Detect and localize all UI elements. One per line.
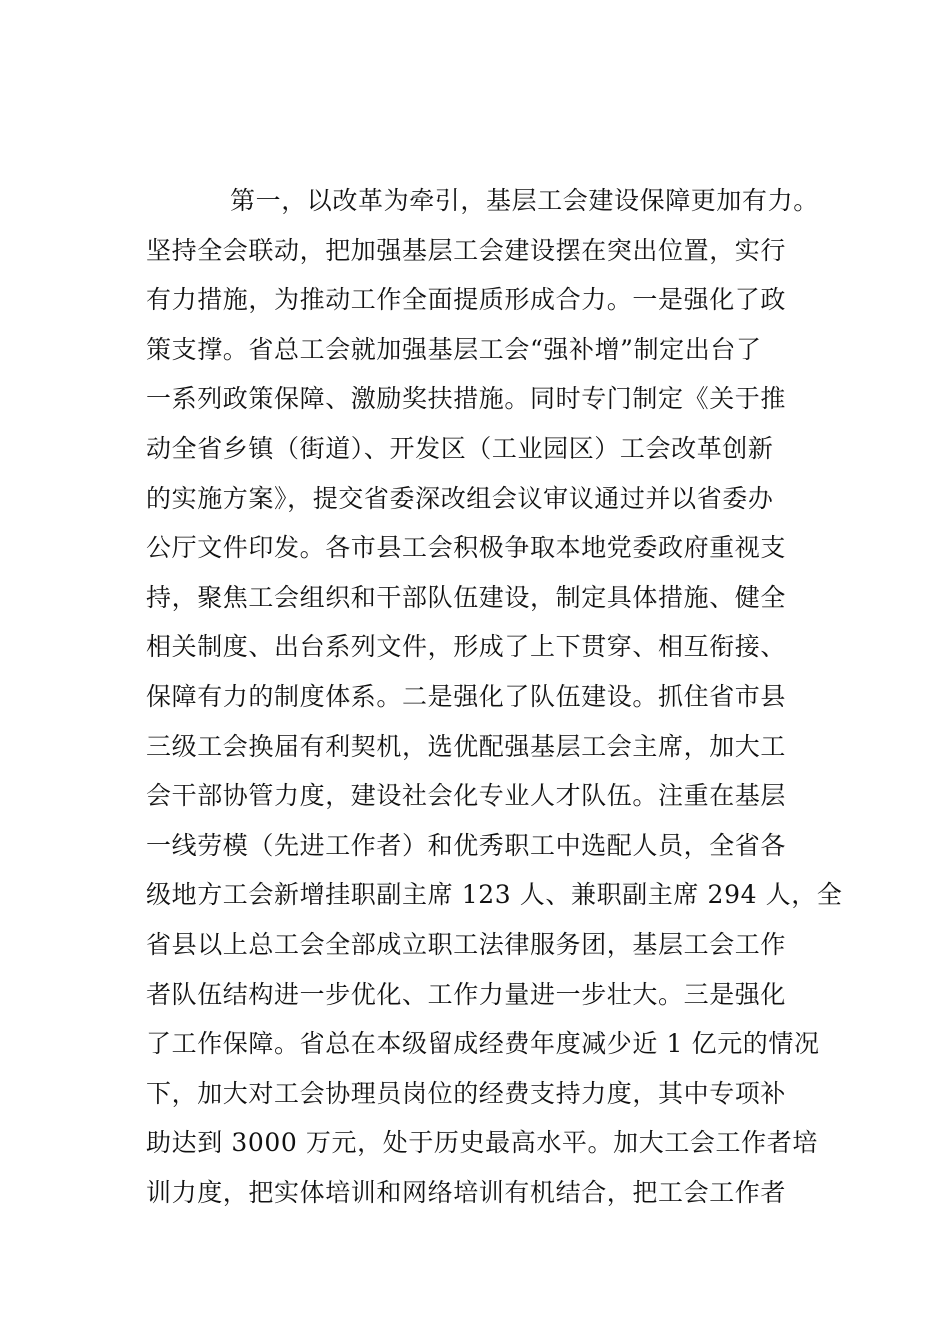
text-line: 的实施方案》，提交省委深改组会议审议通过并以省委办: [146, 483, 774, 513]
text-line: 一系列政策保障、激励奖扶措施。同时专门制定《关于推: [146, 384, 787, 414]
text-line: 助达到 3000 万元，处于历史最高水平。加大工会工作者培: [146, 1128, 818, 1158]
text-line: 三级工会换届有利契机，选优配强基层工会主席，加大工: [146, 731, 787, 761]
text-line: 策支撑。省总工会就加强基层工会“强补增”制定出台了: [146, 334, 762, 364]
body-paragraph: [146, 176, 843, 1217]
text-line: 持，聚焦工会组织和干部队伍建设，制定具体措施、健全: [146, 582, 787, 612]
text-line: 第一，以改革为牵引，基层工会建设保障更加有力。: [230, 186, 819, 215]
text-line: 一线劳模（先进工作者）和优秀职工中选配人员，全省各: [146, 830, 787, 860]
text-line: 了工作保障。省总在本级留成经费年度减少近 1 亿元的情况: [146, 1029, 820, 1059]
text-line: 保障有力的制度体系。二是强化了队伍建设。抓住省市县: [146, 681, 787, 711]
text-line: 省县以上总工会全部成立职工法律服务团，基层工会工作: [146, 929, 787, 959]
text-line: 动全省乡镇（街道）、开发区（工业园区）工会改革创新: [146, 433, 774, 463]
text-line: 相关制度、出台系列文件，形成了上下贯穿、相互衔接、: [146, 632, 787, 662]
text-line: 级地方工会新增挂职副主席 123 人、兼职副主席 294 人，全: [146, 880, 843, 910]
text-line: 坚持全会联动，把加强基层工会建设摆在突出位置，实行: [146, 235, 787, 265]
text-line: 会干部协管力度，建设社会化专业人才队伍。注重在基层: [146, 781, 787, 811]
text-line: 者队伍结构进一步优化、工作力量进一步壮大。三是强化: [146, 979, 787, 1009]
text-line: 训力度，把实体培训和网络培训有机结合，把工会工作者: [146, 1177, 787, 1207]
text-line: 有力措施，为推动工作全面提质形成合力。一是强化了政: [146, 285, 787, 315]
text-line: 公厅文件印发。各市县工会积极争取本地党委政府重视支: [146, 533, 787, 563]
text-line: 下，加大对工会协理员岗位的经费支持力度，其中专项补: [146, 1078, 787, 1108]
